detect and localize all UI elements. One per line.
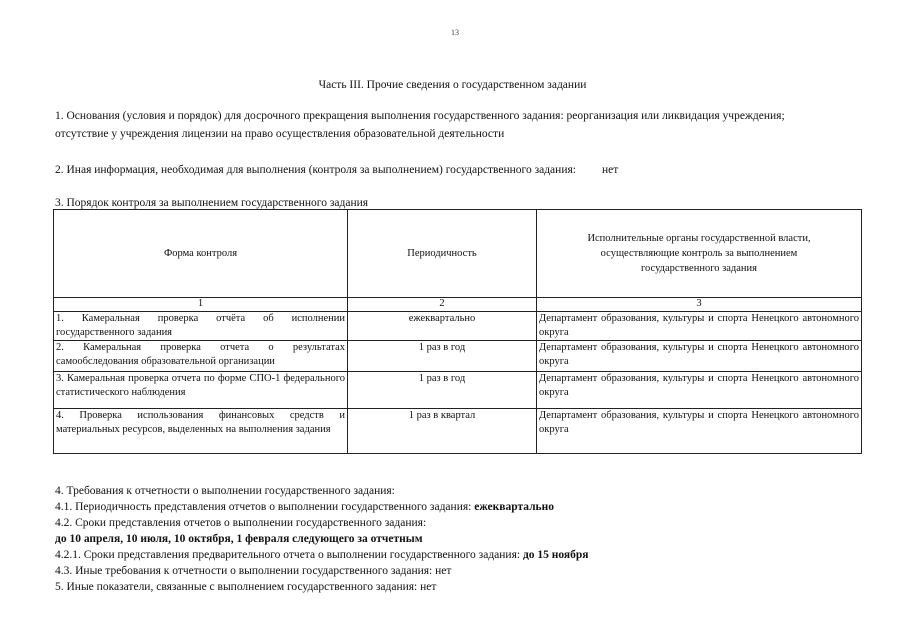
cell-period: 1 раз в квартал — [348, 409, 537, 454]
section-3-title: 3. Порядок контроля за выполнением государственного задания — [55, 197, 369, 209]
section-4-1-value: ежеквартально — [474, 501, 554, 513]
table-row — [54, 341, 862, 372]
cell-form: 3. Камеральная проверка отчета по форме СПО-1 федерального статистического наблюдения — [54, 372, 348, 409]
section-4-2-1-text: 4.2.1. Сроки представления предварительного отчета о выполнении государственного задания: — [55, 549, 521, 561]
cell-organ: Департамент образования, культуры и спорта Ненецкого автономного округа — [537, 372, 862, 409]
cell-period: ежеквартально — [348, 312, 537, 341]
cell-form: 1. Камеральная проверка отчёта об исполнении государственного задания — [54, 312, 348, 341]
section-2 — [55, 161, 618, 179]
page-number: 13 — [451, 28, 459, 37]
cell-organ: Департамент образования, культуры и спорта Ненецкого автономного округа — [537, 312, 862, 341]
cell-period: 1 раз в год — [348, 341, 537, 372]
table-row — [54, 312, 862, 341]
cell-organ: Департамент образования, культуры и спорта Ненецкого автономного округа — [537, 409, 862, 454]
table-header-row — [54, 210, 862, 298]
section-4-2-text: 4.2. Сроки представления отчетов о выполнении государственного задания: — [55, 517, 427, 529]
table-row — [54, 372, 862, 409]
section-4-title: 4. Требования к отчетности о выполнении государственного задания: — [55, 485, 395, 497]
section-2-value: нет — [601, 164, 619, 176]
part-title: Часть III. Прочие сведения о государственном задании — [318, 79, 587, 91]
section-4-1-text: 4.1. Периодичность представления отчетов о выполнении государственного задания: — [55, 501, 472, 513]
cell-organ: Департамент образования, культуры и спорта Ненецкого автономного округа — [537, 341, 862, 372]
header-form: Форма контроля — [54, 210, 348, 298]
cell-period: 1 раз в год — [348, 372, 537, 409]
header-period: Периодичность — [348, 210, 537, 298]
table-row — [54, 409, 862, 454]
header-organ: Исполнительные органы государственной власти, осуществляющие контроль за выполнением государственного задания — [537, 210, 862, 298]
table-column-numbers — [54, 298, 862, 312]
section-2-text: 2. Иная информация, необходимая для выполнения (контроля за выполнением) государственного задания: — [55, 164, 576, 176]
section-4-3: 4.3. Иные требования к отчетности о выполнении государственного задания: нет — [55, 565, 452, 577]
section-5: 5. Иные показатели, связанные с выполнением государственного задания: нет — [55, 581, 437, 593]
control-table — [53, 209, 862, 454]
col-number: 2 — [348, 298, 537, 312]
section-4-2-value: до 10 апреля, 10 июля, 10 октября, 1 февраля следующего за отчетным — [55, 533, 423, 545]
col-number: 3 — [537, 298, 862, 312]
cell-form: 2. Камеральная проверка отчета о результатах самообследования образовательной организации — [54, 341, 348, 372]
section-1-text: 1. Основания (условия и порядок) для досрочного прекращения выполнения государственного задания: реорганизация или ликвидация учреждения; отсутствие у учреждения лицензии на право осуществления образовательной деятельности — [55, 110, 785, 140]
section-4-2-1-value: до 15 ноября — [522, 549, 589, 561]
col-number: 1 — [54, 298, 348, 312]
cell-form: 4. Проверка использования финансовых средств и материальных ресурсов, выделенных на выполнения задания — [54, 409, 348, 454]
